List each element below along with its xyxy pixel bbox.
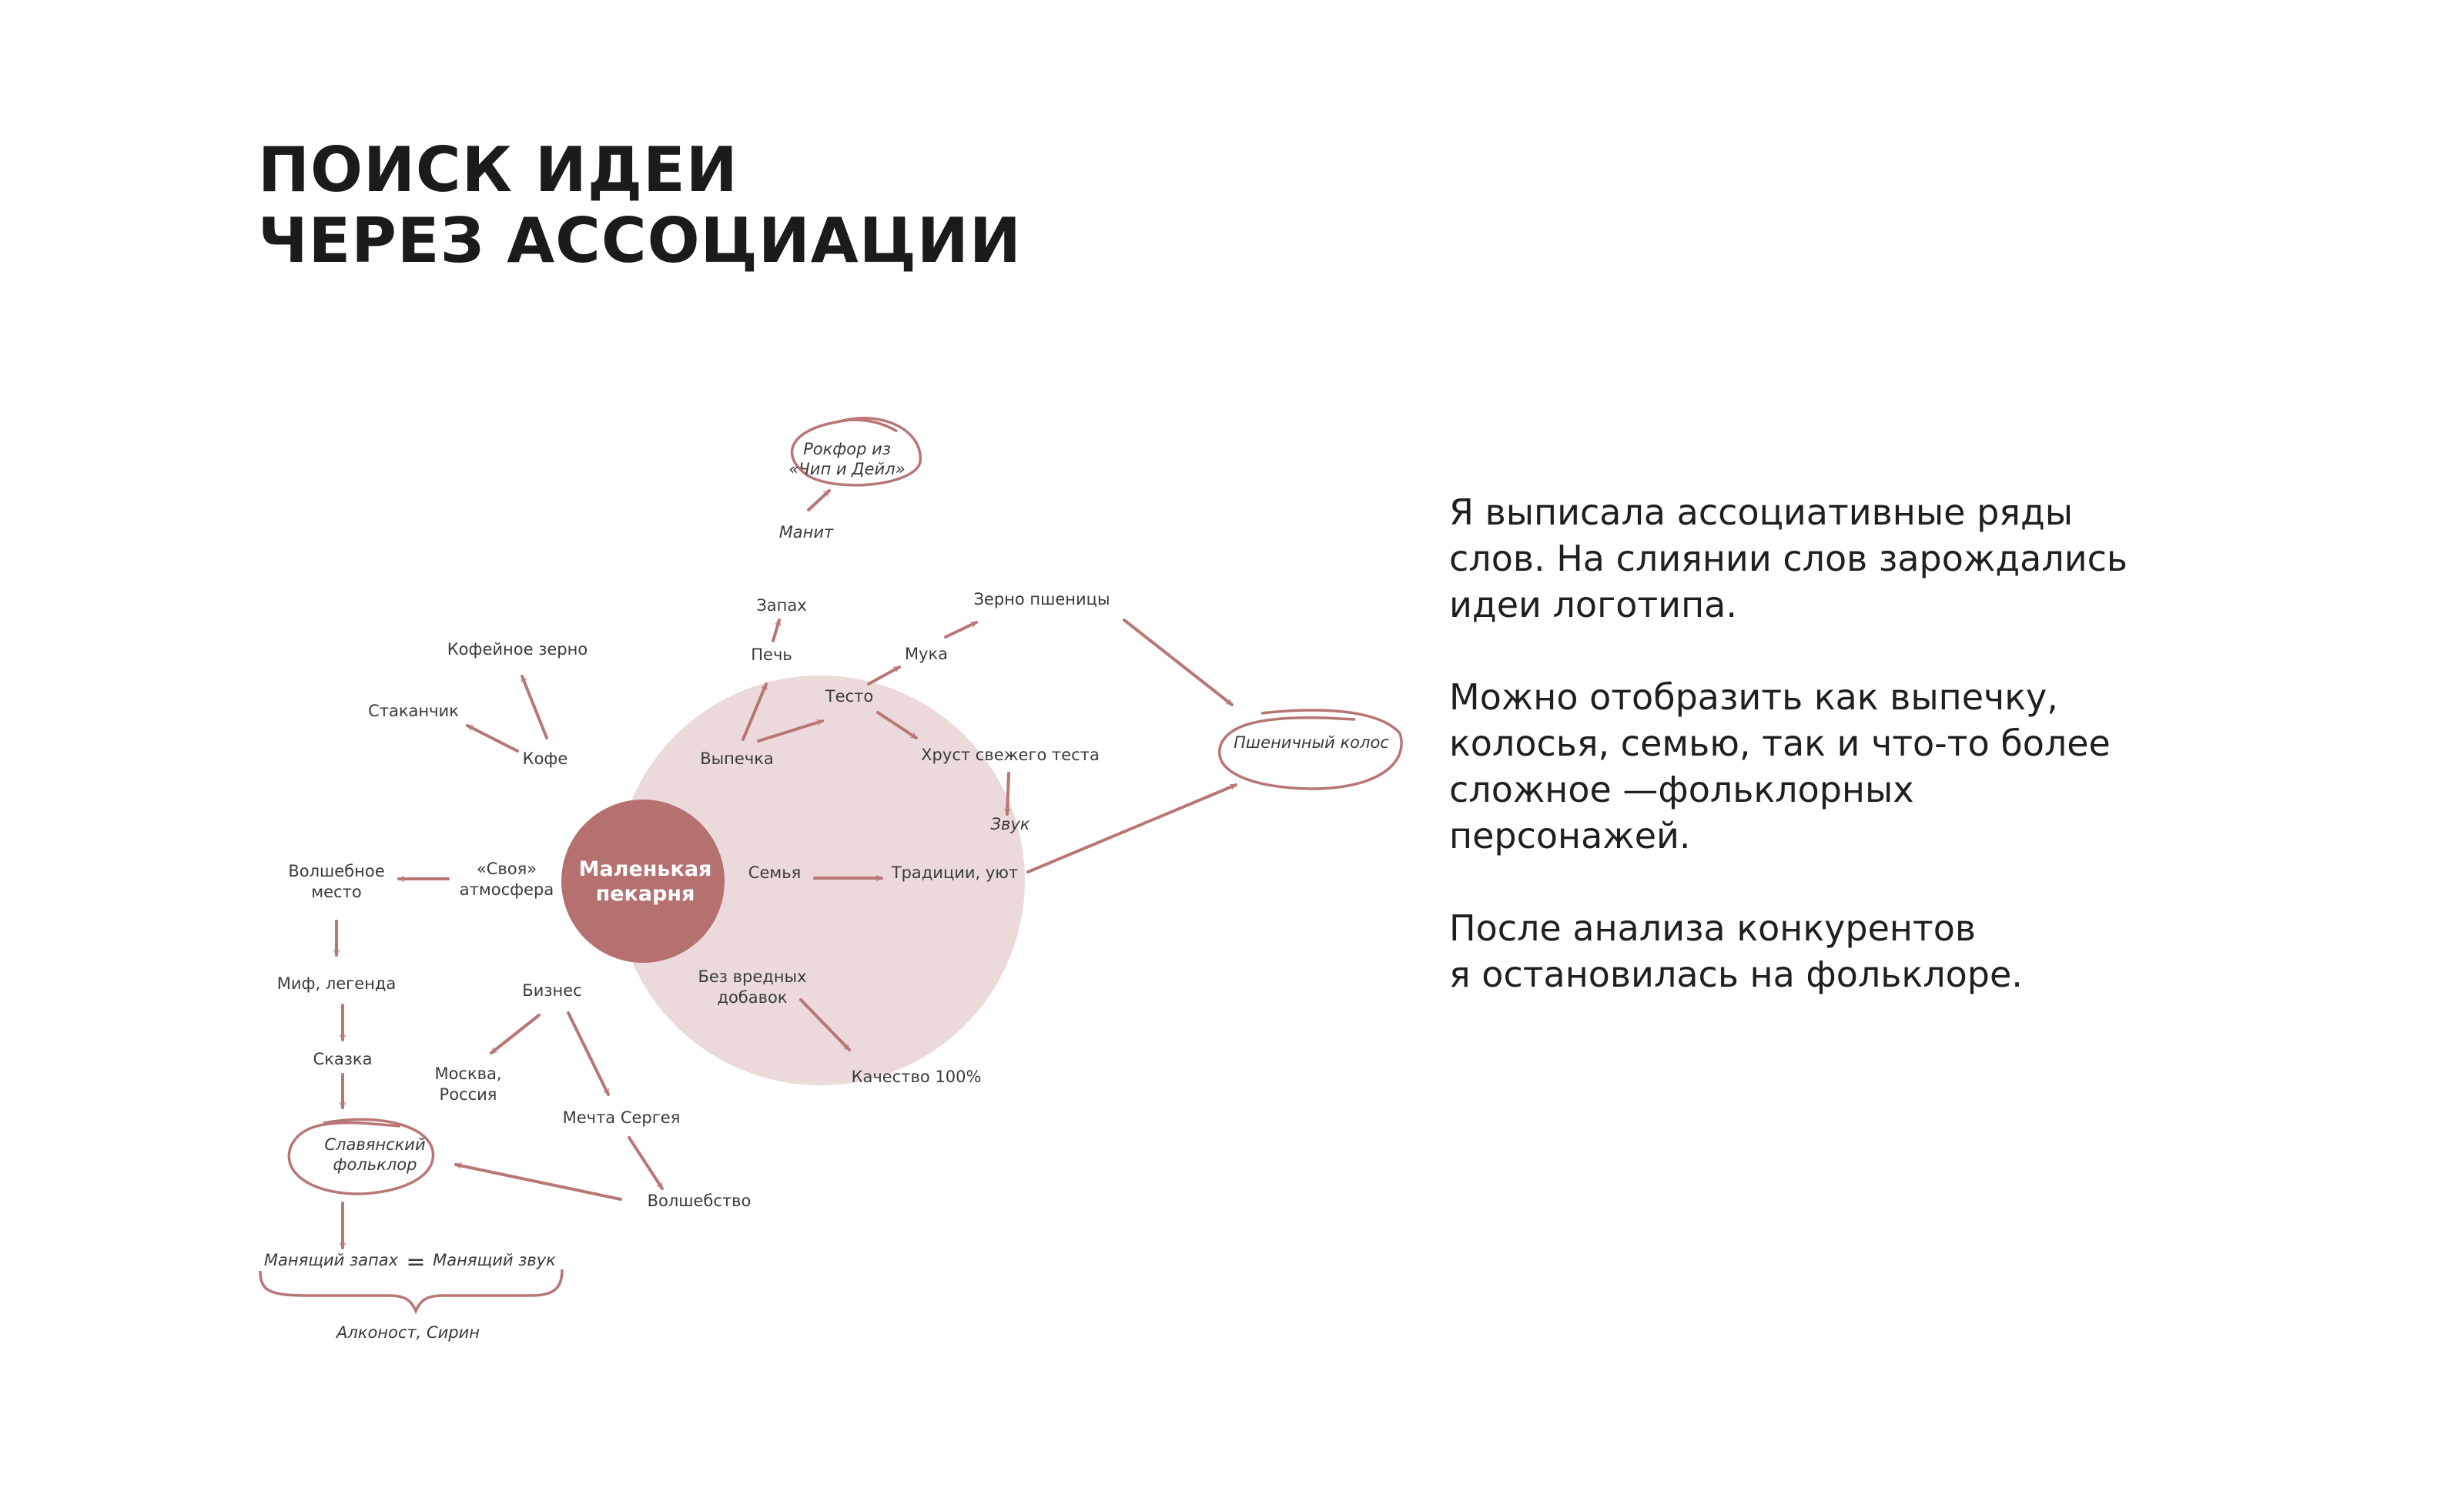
paragraph-line: я остановилась на фольклоре. [1449,954,2023,995]
label-atmosphere-1: «Своя» [476,860,537,878]
paragraph-line: После анализа конкурентов [1449,907,1977,949]
paragraph-line: Я выписала ассоциативные ряды [1449,491,2074,533]
title-line-2: ЧЕРЕЗ АССОЦИАЦИИ [258,205,1022,277]
label-family: Семья [748,863,802,882]
label-coffee-bean: Кофейное зерно [447,640,588,659]
label-magic-place-1: Волшебное [288,862,385,880]
paragraph-line: идеи логотипа. [1449,584,1737,625]
label-magic: Волшебство [647,1192,752,1210]
label-flour: Мука [904,645,949,663]
label-sound: Звук [990,815,1030,833]
center-label-1: Маленькая [578,857,712,881]
label-business: Бизнес [522,981,582,1000]
label-oven: Печь [751,645,792,664]
label-fairy-tale: Сказка [313,1050,373,1068]
label-baking: Выпечка [700,749,774,768]
label-moscow-1: Москва, [434,1064,502,1083]
center-label-2: пекарня [595,882,695,906]
label-dough: Тесто [825,687,874,706]
label-rockfor-1: Рокфор из [803,440,891,458]
label-smell: Запах [756,596,807,615]
label-magic-place-2: место [311,883,362,901]
label-no-additives-1: Без вредных [698,967,807,986]
label-beckons: Манит [778,523,834,541]
label-quality: Качество 100% [851,1068,982,1086]
label-traditions: Традиции, уют [891,863,1019,882]
title-line-1: ПОИСК ИДЕИ [258,134,738,206]
paragraph-line: колосья, семью, так и что-то более [1449,722,2111,764]
label-no-additives-2: добавок [717,988,788,1007]
label-wheat-grain: Зерно пшеницы [973,590,1110,608]
label-crunch: Хруст свежего теста [921,746,1100,764]
paragraph-line: слов. На слиянии слов зарождались [1449,538,2128,579]
brace [260,1269,562,1311]
label-slavic-1: Славянский [324,1135,426,1154]
label-coffee: Кофе [522,749,568,768]
paragraph-line: персонажей. [1449,815,1691,857]
label-birds: Алконост, Сирин [336,1323,480,1342]
paragraph-line: Можно отобразить как выпечку, [1449,676,2058,718]
paragraph-line: сложное —фольклорных [1449,769,1914,810]
label-cup: Стаканчик [368,702,459,720]
label-wheat-ear: Пшеничный колос [1234,733,1389,752]
center-circle [561,800,725,963]
label-beckoning-sound: Манящий звук [433,1251,556,1269]
label-moscow-2: Россия [439,1085,497,1104]
label-equals: = [406,1249,426,1276]
label-slavic-2: фольклор [333,1155,417,1174]
label-dream: Мечта Сергея [562,1108,681,1127]
label-beckoning-smell: Манящий запах [263,1251,399,1269]
label-atmosphere-2: атмосфера [459,880,554,899]
label-myth: Миф, легенда [276,974,397,993]
label-rockfor-2: «Чип и Дейл» [788,460,906,478]
